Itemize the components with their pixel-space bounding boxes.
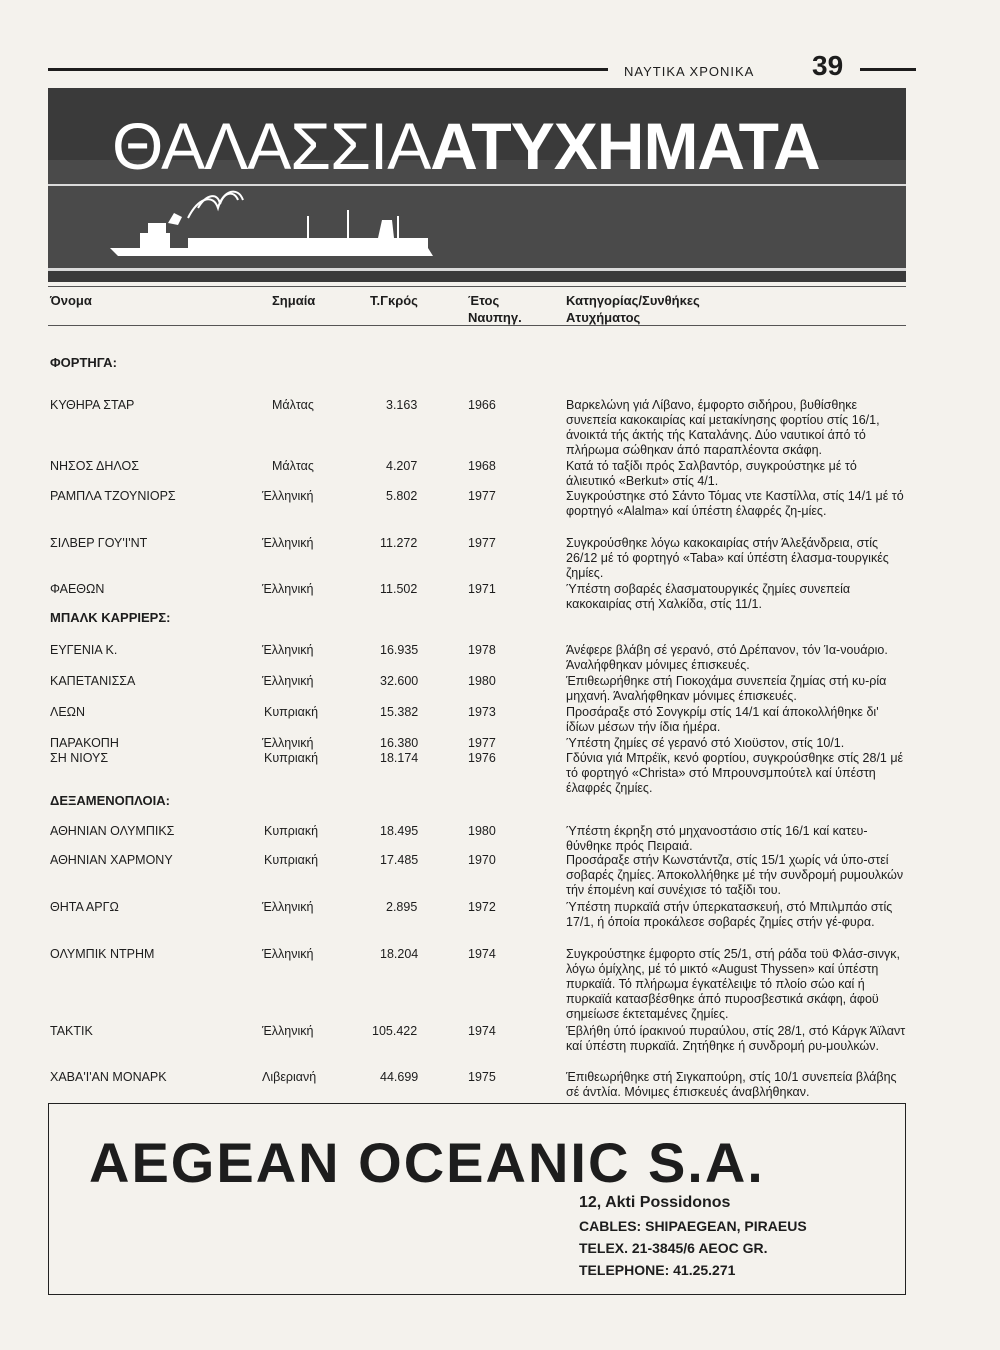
table-top-rule: [48, 286, 906, 287]
ship-year: 1971: [468, 582, 496, 596]
incident-description: Προσάραξε στήν Κωνστάντζα, στίς 15/1 χωρίς νά ύπο-στεί σοβαρές ζημίες. Άποκολλήθηκε μέ τήν συνδρομή ρυμουλκών τήν έπομένη καί συνέχισε τό ταξίδι του.: [566, 853, 904, 897]
ship-year: 1974: [468, 947, 496, 961]
ship-flag: Έλληνική: [262, 736, 314, 750]
ad-company-name: AEGEAN OCEANIC S.A.: [89, 1131, 765, 1194]
ship-flag: Έλληνική: [262, 582, 314, 596]
incident-description: Ύπέστη σοβαρές έλασματουργικές ζημίες συνεπεία κακοκαιρίας στή Χαλκίδα, στίς 11/1.: [566, 582, 851, 611]
ship-name: ΛΕΩΝ: [50, 705, 86, 719]
incident-description: Προσάραξε στό Σονγκρίμ στίς 14/1 καί άποκολλήθηκε δι' ίδίων μέσων τήν ίδια ήμέρα.: [566, 705, 879, 734]
ship-grt: 11.502: [380, 582, 418, 596]
incident-description: Άνέφερε βλάβη σέ γερανό, στό Δρέπανον, τόν Ία-νουάριο. Άναλήφθηκαν μόνιμες έπισκευές.: [566, 643, 888, 672]
ship-flag: Έλληνική: [262, 1024, 314, 1038]
ship-year: 1980: [468, 824, 496, 838]
ship-flag: Κυπριακή: [264, 853, 319, 867]
header-rule-right: [860, 68, 916, 71]
ship-flag: Έλληνική: [262, 489, 314, 503]
ship-flag: Έλληνική: [262, 643, 314, 657]
ship-name: ΧΑΒΑ'Ι'ΑΝ ΜΟΝΑΡΚ: [50, 1070, 167, 1084]
ship-name: ΚΑΠΕΤΑΝΙΣΣΑ: [50, 674, 136, 688]
ship-name: ΚΥΘΗΡΑ ΣΤΑΡ: [50, 398, 135, 412]
table-header-rule: [48, 325, 906, 326]
ship-grt: 15.382: [380, 705, 419, 719]
ship-grt: 16.935: [380, 643, 419, 657]
ship-grt: 17.485: [380, 853, 419, 867]
ship-flag: Έλληνική: [262, 947, 314, 961]
incident-description: Συγκρούσθηκε λόγω κακοκαιρίας στήν Άλεξάνδρεια, στίς 26/12 μέ τό φορτηγό «Taba» καί ύπέστη έλασμα-τουργικές ζημίες.: [566, 536, 889, 580]
col-grt-header: Τ.Γκρός: [370, 293, 418, 308]
ship-year: 1977: [468, 736, 496, 750]
ship-name: ΑΘΗΝΙΑΝ ΟΛΥΜΠΙΚΣ: [50, 824, 175, 838]
ship-grt: 18.495: [380, 824, 419, 838]
section-bulk: ΜΠΑΛΚ ΚΑΡΡΙΕΡΣ:: [50, 610, 171, 625]
burning-ship-illustration: [48, 88, 906, 282]
section-cargo: ΦΟΡΤΗΓΑ:: [50, 355, 117, 370]
ship-name: ΣΗ ΝΙΟΥΣ: [50, 751, 109, 765]
ship-flag: Έλληνική: [262, 674, 314, 688]
ship-name: ΡΑΜΠΛΑ ΤΖΟΥΝΙΟΡΣ: [50, 489, 176, 503]
col-flag-header: Σημαία: [272, 293, 316, 308]
ship-year: 1968: [468, 459, 496, 473]
banner-title-light: ΘΑΛΑΣΣΙΑ: [112, 109, 431, 183]
incident-description: Γδύνια γιά Μπρέϊκ, κενό φορτίου, συγκρούσθηκε στίς 28/1 μέ τό φορτηγό «Christa» στό Μπρουνσμπούτελ καί ύπέστη έλαφρές ζημίες.: [566, 751, 904, 795]
ship-year: 1973: [468, 705, 496, 719]
col-name-header: Όνομα: [50, 293, 92, 308]
ship-year: 1970: [468, 853, 496, 867]
ship-year: 1976: [468, 751, 496, 765]
incident-description: Έπιθεωρήθηκε στή Σιγκαπούρη, στίς 10/1 συνεπεία βλάβης σέ άντλία. Μόνιμες έπισκευές άναβλήθηκαν.: [566, 1070, 897, 1099]
ship-year: 1974: [468, 1024, 496, 1038]
ship-name: ΦΑΕΘΩΝ: [50, 582, 105, 596]
ship-year: 1972: [468, 900, 496, 914]
ship-name: ΟΛΥΜΠΙΚ ΝΤΡΗΜ: [50, 947, 155, 961]
ship-grt: 18.174: [380, 751, 419, 765]
col-year-header: [468, 292, 522, 326]
ship-flag: Κυπριακή: [264, 751, 319, 765]
ship-flag: Κυπριακή: [264, 705, 319, 719]
ship-flag: Μάλτας: [272, 459, 314, 473]
ship-grt: 2.895: [386, 900, 418, 914]
ad-telex: TELEX. 21-3845/6 AEOC GR.: [579, 1240, 768, 1256]
ship-grt: 18.204: [380, 947, 419, 961]
banner-title-bold: ΑΤΥΧΗΜΑΤΑ: [430, 109, 820, 183]
ship-flag: Κυπριακή: [264, 824, 319, 838]
advertisement: [48, 1103, 906, 1295]
header-rule: [48, 68, 608, 71]
ship-grt: 4.207: [386, 459, 418, 473]
incident-description: Έπιθεωρήθηκε στή Γιοκοχάμα συνεπεία ζημίας στή κυ-ρία μηχανή. Άναλήφθηκαν μόνιμες έπισκευές.: [566, 674, 887, 703]
ship-name: ΣΙΛΒΕΡ ΓΟΥ'Ι'ΝΤ: [50, 536, 148, 550]
ship-grt: 5.802: [386, 489, 418, 503]
incident-description: Κατά τό ταξίδι πρός Σαλβαντόρ, συγκρούστηκε μέ τό άλιευτικό «Berkut» στίς 4/1.: [566, 459, 857, 488]
ship-year: 1966: [468, 398, 496, 412]
ship-flag: Έλληνική: [262, 900, 314, 914]
incident-description: Έβλήθη ύπό ίρακινού πυραύλου, στίς 28/1, στό Κάργκ Άϊλαντ καί ύπέστη πυρκαϊά. Ζητήθηκε ή συνδρομή ρυ-μουλκών.: [566, 1024, 906, 1053]
ship-year: 1978: [468, 643, 496, 657]
col-year-header-line1: Έτος: [468, 293, 500, 308]
ship-name: ΑΘΗΝΙΑΝ ΧΑΡΜΟΝΥ: [50, 853, 173, 867]
ship-grt: 32.600: [380, 674, 419, 688]
section-tankers: ΔΕΞΑΜΕΝΟΠΛΟΙΑ:: [50, 793, 170, 808]
incident-description: Βαρκελώνη γιά Λίβανο, έμφορτο σιδήρου, βυθίσθηκε συνεπεία κακοκαιρίας καί μετακίνησης φορτίου στίς 16/1, άνοικτά τής άκτής τής Καταλάνης. Δύο ναυτικοί άπό τό πλήρωμα σώθηκαν άπό παραπλέοντα σκάφη.: [566, 398, 880, 457]
col-category-header: [566, 292, 700, 326]
magazine-name: ΝΑΥΤΙΚΑ ΧΡΟΝΙΚΑ: [624, 64, 755, 79]
incident-description: Ύπέστη έκρηξη στό μηχανοστάσιο στίς 16/1 καί κατευ-θύνθηκε πρός Πειραιά.: [566, 824, 868, 853]
ship-grt: 3.163: [386, 398, 418, 412]
ship-grt: 44.699: [380, 1070, 419, 1084]
ship-flag: Λιβεριανή: [262, 1070, 317, 1084]
col-year-header-line2: Ναυπηγ.: [468, 310, 522, 325]
col-category-header-line2: Ατυχήματος: [566, 310, 641, 325]
incident-description: Συγκρούστηκε έμφορτο στίς 25/1, στή ράδα τοϋ Φλάσ-σινγκ, λόγω όμίχλης, μέ τό μικτό «August Thyssen» καί ύπέστη πυρκαϊά. Τό πλήρωμα έγκατέλειψε τό πλοίο σώο καί ή πυρκαϊά κατασβέσθηκε άπό πυροσβεστικά σκάφη, άφοϋ σημείωσε έκτεταμένες ζημίες.: [566, 947, 900, 1021]
page-number: 39: [812, 50, 844, 81]
ship-year: 1977: [468, 536, 496, 550]
ship-year: 1977: [468, 489, 496, 503]
ship-year: 1975: [468, 1070, 496, 1084]
incident-description: Συγκρούστηκε στό Σάντο Τόμας ντε Καστίλλα, στίς 14/1 μέ τό φορτηγό «Alalma» καί ύπέστη έλαφρές ζη-μίες.: [566, 489, 904, 518]
incident-description: Ύπέστη ζημίες σέ γερανό στό Χιοϋστον, στίς 10/1.: [566, 736, 845, 750]
col-category-header-line1: Κατηγορίας/Συνθήκες: [566, 293, 700, 308]
ship-grt: 16.380: [380, 736, 419, 750]
ship-name: ΤΑΚΤΙΚ: [50, 1024, 93, 1038]
ship-grt: 105.422: [372, 1024, 418, 1038]
ship-name: ΕΥΓΕΝΙΑ Κ.: [50, 643, 118, 657]
ad-address: 12, Akti Possidonos: [579, 1194, 731, 1211]
ad-telephone: TELEPHONE: 41.25.271: [579, 1262, 736, 1278]
ship-year: 1980: [468, 674, 496, 688]
title-banner: [48, 88, 906, 282]
ad-cables: CABLES: SHIPAEGEAN, PIRAEUS: [579, 1218, 807, 1234]
incident-description: Ύπέστη πυρκαϊά στήν ύπερκατασκευή, στό Μπιλμπάο στίς 17/1, ή όποία προκάλεσε σοβαρές ζημίες στήν γέ-φυρα.: [566, 900, 893, 929]
ship-name: ΘΗΤΑ ΑΡΓΩ: [50, 900, 119, 914]
ship-flag: Μάλτας: [272, 398, 314, 412]
ship-name: ΝΗΣΟΣ ΔΗΛΟΣ: [50, 459, 139, 473]
ship-name: ΠΑΡΑΚΟΠΗ: [50, 736, 119, 750]
ship-flag: Έλληνική: [262, 536, 314, 550]
ship-grt: 11.272: [380, 536, 418, 550]
